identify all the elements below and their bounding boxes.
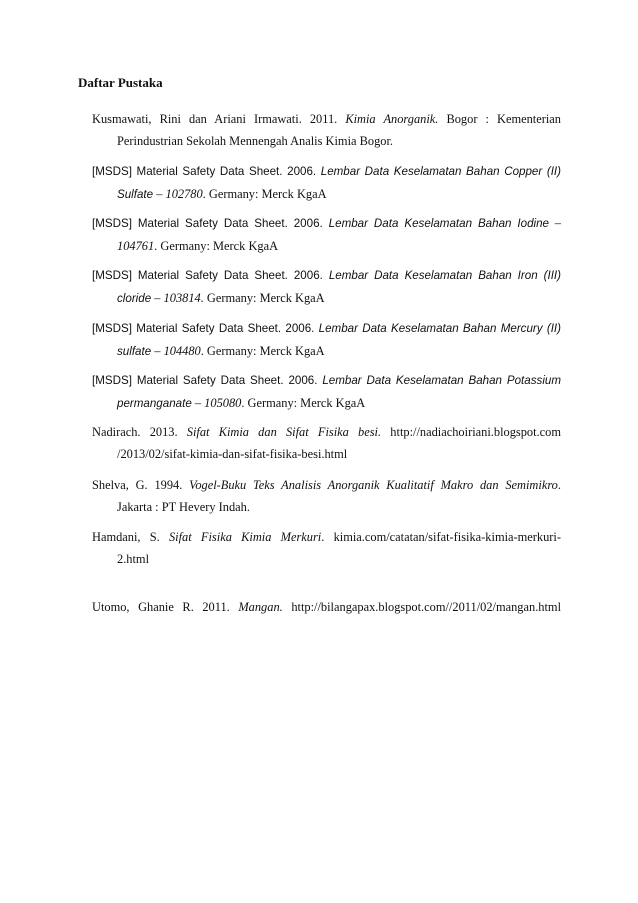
reference-author-year: Shelva, G. 1994. — [92, 478, 190, 492]
reference-publisher: . Germany: Merck KgaA — [154, 239, 279, 253]
reference-title: Mangan. — [238, 600, 283, 614]
reference-catalog-number: – 105080 — [191, 396, 242, 410]
reference-item — [92, 160, 561, 206]
reference-line — [92, 212, 561, 235]
reference-publisher: Jakarta : PT Hevery Indah. — [117, 500, 250, 514]
reference-title: Sulfate — [117, 188, 154, 201]
reference-author-year: Kusmawati, Rini dan Ariani Irmawati. 2011. — [92, 112, 346, 126]
reference-title: Kimia Anorganik. — [345, 112, 439, 126]
reference-item — [92, 108, 561, 152]
reference-catalog-number: – 104480 — [151, 344, 201, 358]
reference-author-year: Nadirach. 2013. — [92, 425, 187, 439]
reference-url: http://nadiachoiriani.blogspot.com — [381, 425, 561, 439]
reference-author-year: [MSDS] Material Safety Data Sheet. 2006. — [92, 322, 319, 335]
reference-item — [92, 421, 561, 465]
reference-title: Lembar Data Keselamatan Bahan Copper (II) — [320, 165, 562, 178]
reference-line — [92, 369, 561, 392]
reference-author-year: [MSDS] Material Safety Data Sheet. 2006. — [92, 374, 323, 387]
reference-item — [92, 317, 561, 363]
reference-line — [92, 496, 561, 518]
reference-url: . kimia.com/catatan/sifat-fisika-kimia-merkuri- — [321, 530, 561, 544]
reference-catalog-number: – 103814. — [151, 291, 204, 305]
reference-author-year: [MSDS] Material Safety Data Sheet. 2006. — [92, 217, 329, 230]
reference-title: permanganate — [117, 397, 192, 410]
reference-title: Vogel-Buku Teks Analisis Anorganik Kualitatif Makro dan Semimikro — [189, 478, 558, 492]
reference-line — [92, 235, 561, 257]
reference-title: sulfate — [117, 345, 152, 358]
reference-line — [92, 317, 561, 340]
reference-author-year: Hamdani, S. — [92, 530, 169, 544]
reference-dash: – — [549, 216, 562, 230]
reference-publisher: . Germany: Merck KgaA — [241, 396, 366, 410]
page-title: Daftar Pustaka — [78, 75, 163, 90]
reference-title: Sifat Kimia dan Sifat Fisika besi. — [186, 425, 382, 439]
reference-item — [92, 369, 561, 415]
reference-line — [92, 340, 561, 363]
reference-line — [92, 130, 561, 152]
reference-punctuation: . — [557, 478, 561, 492]
reference-item — [92, 596, 561, 618]
reference-line — [92, 108, 561, 130]
reference-item — [92, 264, 561, 310]
reference-item — [92, 526, 561, 570]
reference-title: cloride — [117, 292, 152, 305]
reference-title: Lembar Data Keselamatan Bahan Iron (III) — [328, 269, 562, 282]
reference-item — [92, 212, 561, 257]
reference-line — [92, 183, 561, 206]
reference-line — [92, 160, 561, 183]
reference-line — [92, 264, 561, 287]
reference-line — [92, 392, 561, 415]
reference-title: Lembar Data Keselamatan Bahan Potassium — [322, 374, 562, 387]
reference-title: Lembar Data Keselamatan Bahan Iodine — [328, 217, 549, 230]
reference-catalog-number: 104761 — [117, 239, 155, 253]
reference-author-year: Utomo, Ghanie R. 2011. — [92, 600, 239, 614]
reference-title: Lembar Data Keselamatan Bahan Mercury (II) — [318, 322, 562, 335]
reference-publisher: . Germany: Merck KgaA — [202, 187, 327, 201]
reference-line — [92, 596, 561, 618]
reference-publisher: Bogor : Kementerian — [438, 112, 561, 126]
reference-publisher: Perindustrian Sekolah Mennengah Analis Kimia Bogor. — [117, 134, 393, 148]
reference-publisher: . Germany: Merck KgaA — [200, 344, 325, 358]
reference-line — [92, 443, 561, 465]
reference-url: 2.html — [117, 552, 150, 566]
reference-line — [92, 474, 561, 496]
reference-item — [92, 474, 561, 518]
reference-line — [92, 421, 561, 443]
reference-line — [92, 287, 561, 310]
reference-title: Sifat Fisika Kimia Merkuri — [168, 530, 322, 544]
reference-line — [92, 548, 561, 570]
reference-catalog-number: – 102780 — [153, 187, 203, 201]
reference-url: http://bilangapax.blogspot.com//2011/02/mangan.html — [282, 600, 562, 614]
reference-publisher: Germany: Merck KgaA — [203, 291, 325, 305]
reference-line — [92, 526, 561, 548]
reference-author-year: [MSDS] Material Safety Data Sheet. 2006. — [92, 165, 321, 178]
reference-url: /2013/02/sifat-kimia-dan-sifat-fisika-besi.html — [117, 447, 348, 461]
reference-author-year: [MSDS] Material Safety Data Sheet. 2006. — [92, 269, 329, 282]
